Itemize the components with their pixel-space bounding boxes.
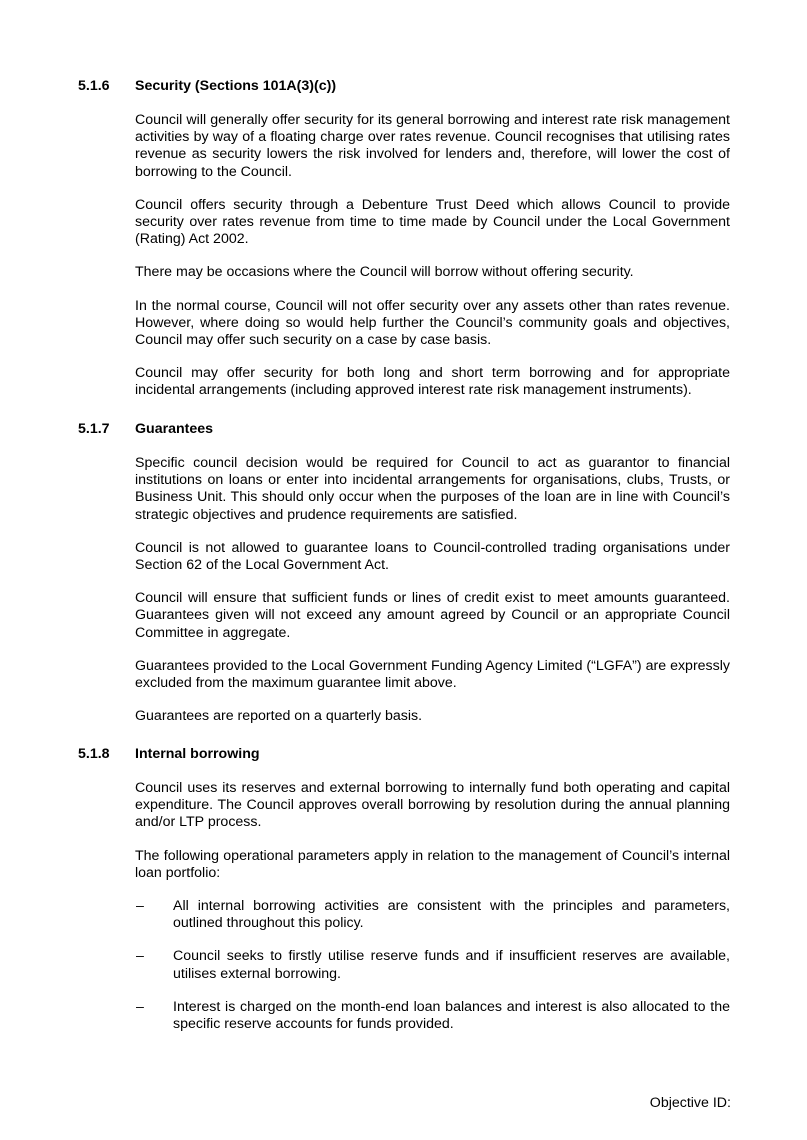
list-item-text: Interest is charged on the month-end loan balances and interest is also allocated to the specific reserve accounts for funds provided. <box>173 998 730 1033</box>
paragraph: Council uses its reserves and external borrowing to internally fund both operating and capital expenditure. The Council approves overall borrowing by resolution during the annual planning and/or LTP process. <box>135 780 730 831</box>
section-internal-borrowing <box>0 746 807 1033</box>
list-item <box>0 898 807 932</box>
dash-bullet-icon: – <box>136 948 144 965</box>
list-item-text: All internal borrowing activities are consistent with the principles and parameters, outlined throughout this policy. <box>173 898 730 932</box>
section-guarantees <box>0 421 807 725</box>
paragraph: Council may offer security for both long and short term borrowing and for appropriate incidental arrangements (including approved interest rate risk management instruments). <box>135 365 730 399</box>
section-heading <box>0 421 807 439</box>
paragraph: There may be occasions where the Council will borrow without offering security. <box>135 264 634 281</box>
list-item-text: Council seeks to firstly utilise reserve funds and if insufficient reserves are available, utilises external borrowing. <box>173 948 730 982</box>
paragraph: Council offers security through a Debenture Trust Deed which allows Council to provide security over rates revenue from time to time made by Council under the Local Government (Rating) Act 2002. <box>135 196 730 248</box>
dash-bullet-icon: – <box>136 898 144 915</box>
section-security <box>0 78 807 400</box>
section-heading <box>0 78 807 96</box>
dash-bullet-icon: – <box>136 998 144 1015</box>
footer-objective-id: Objective ID: <box>649 1095 731 1111</box>
paragraph: The following operational parameters apply in relation to the management of Council’s internal loan portfolio: <box>135 847 730 881</box>
section-title: Internal borrowing <box>135 746 260 762</box>
section-number: 5.1.7 <box>78 421 110 437</box>
list-item <box>0 999 807 1033</box>
section-title: Security (Sections 101A(3)(c)) <box>135 78 337 94</box>
section-heading <box>0 746 807 764</box>
paragraph: Guarantees are reported on a quarterly basis. <box>135 708 423 725</box>
paragraph: Council is not allowed to guarantee loans to Council-controlled trading organisations under Section 62 of the Local Government Act. <box>135 539 730 574</box>
section-title: Guarantees <box>135 421 214 437</box>
paragraph: In the normal course, Council will not offer security over any assets other than rates revenue. However, where doing so would help further the Council’s community goals and objectives, Council may offer such security on a case by case basis. <box>135 297 730 349</box>
paragraph: Specific council decision would be required for Council to act as guarantor to financial institutions on loans or enter into incidental arrangements for organisations, clubs, Trusts, or Business Unit. This should only occur when the purposes of the loan are in line with Council’s strategic objectives and prudence requirements are satisfied. <box>135 455 730 523</box>
list-item <box>0 948 807 982</box>
section-number: 5.1.8 <box>78 746 110 762</box>
section-number: 5.1.6 <box>78 78 110 94</box>
paragraph: Guarantees provided to the Local Government Funding Agency Limited (“LGFA”) are expressly excluded from the maximum guarantee limit above. <box>135 657 730 692</box>
paragraph: Council will generally offer security for its general borrowing and interest rate risk management activities by way of a floating charge over rates revenue. Council recognises that utilising rates revenue as security lowers the risk involved for lenders and, therefore, will lower the cost of borrowing to the Council. <box>135 112 730 180</box>
paragraph: Council will ensure that sufficient funds or lines of credit exist to meet amounts guaranteed. Guarantees given will not exceed any amount agreed by Council or an appropriate Council Committee in aggregate. <box>135 590 730 641</box>
